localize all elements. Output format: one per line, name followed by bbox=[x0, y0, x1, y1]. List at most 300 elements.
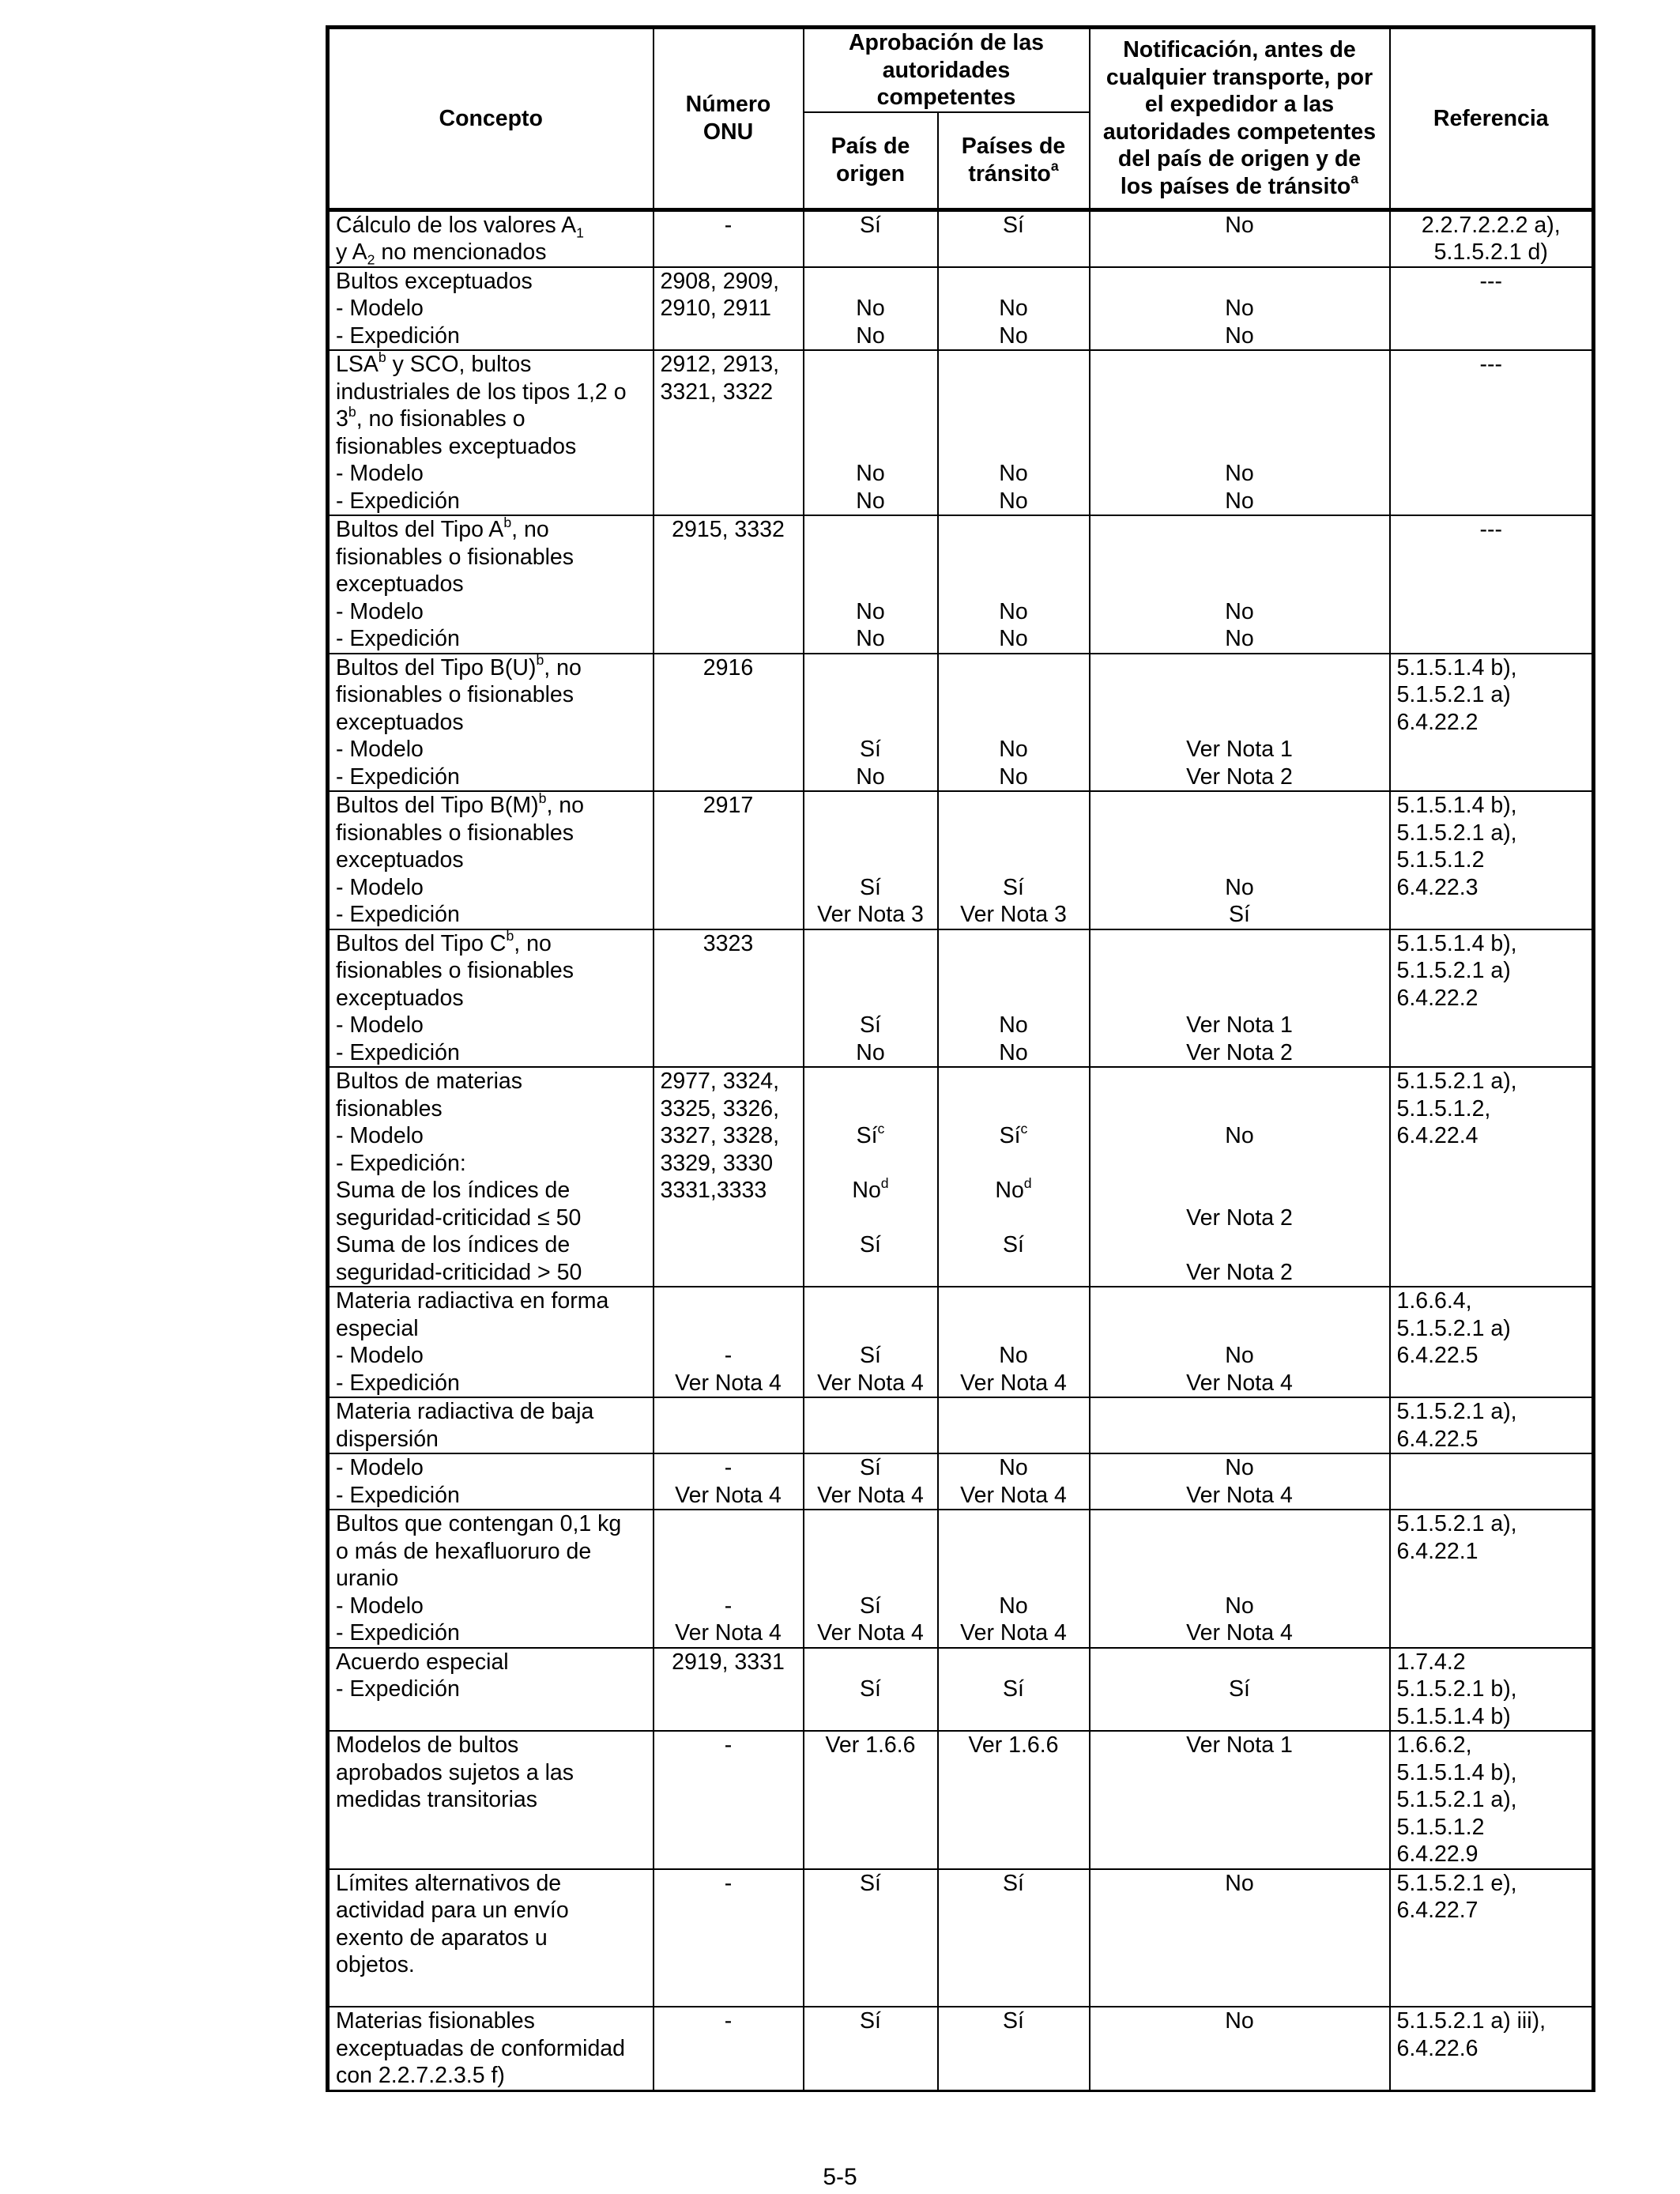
cell-line bbox=[1097, 1095, 1383, 1123]
cell-line: Sí bbox=[860, 1232, 881, 1257]
table-row bbox=[328, 1067, 1594, 1287]
cell-line bbox=[945, 571, 1083, 598]
cell-line bbox=[661, 1398, 797, 1426]
cell-referencia bbox=[1390, 1510, 1594, 1648]
cell-line: - Modelo bbox=[336, 598, 424, 624]
cell-paises-transito bbox=[938, 1869, 1090, 2007]
cell-numero-onu bbox=[654, 1287, 804, 1397]
table-row bbox=[328, 929, 1594, 1068]
cell-line bbox=[945, 985, 1083, 1012]
cell-line bbox=[811, 433, 931, 461]
cell-line bbox=[945, 1204, 1083, 1232]
cell-line bbox=[811, 379, 931, 406]
cell-notificacion bbox=[1090, 2007, 1390, 2090]
cell-line bbox=[811, 820, 931, 847]
cell-notificacion bbox=[1090, 515, 1390, 654]
cell-line bbox=[945, 1259, 1083, 1287]
cell-line: Bultos de materias bbox=[336, 1069, 523, 1094]
cell-line: Materia radiactiva en forma bbox=[336, 1288, 609, 1314]
cell-pais-origen bbox=[804, 1287, 938, 1397]
cell-line: Suma de los índices de bbox=[336, 1178, 571, 1203]
cell-line: Ver Nota 3 bbox=[817, 902, 924, 927]
cell-line bbox=[945, 654, 1083, 682]
cell-line: Ver Nota 4 bbox=[1186, 1620, 1293, 1646]
cell-line: Ver Nota 2 bbox=[1186, 1039, 1293, 1065]
cell-line bbox=[1097, 1510, 1383, 1538]
cell-line: Sí bbox=[860, 1455, 881, 1480]
cell-line: - bbox=[724, 1732, 733, 1758]
cell-line: No bbox=[1225, 1123, 1254, 1148]
cell-numero-onu bbox=[654, 1648, 804, 1732]
cell-notificacion bbox=[1090, 654, 1390, 792]
cell-line: 5.1.5.2.1 a) bbox=[1396, 682, 1511, 707]
cell-notificacion bbox=[1090, 1067, 1390, 1287]
cell-line: - Modelo bbox=[336, 296, 424, 321]
cell-line: 1.7.4.2 bbox=[1396, 1649, 1466, 1675]
cell-line: 5.1.5.2.1 a) bbox=[1396, 1315, 1511, 1341]
cell-line bbox=[661, 1565, 797, 1593]
cell-line: Bultos que contengan 0,1 kg bbox=[336, 1511, 622, 1536]
cell-paises-transito bbox=[938, 1731, 1090, 1869]
cell-line: Sí bbox=[860, 1870, 881, 1896]
cell-referencia bbox=[1390, 1397, 1594, 1453]
cell-concepto bbox=[328, 791, 654, 929]
cell-line bbox=[1097, 1538, 1383, 1566]
cell-line: fisionables o fisionables bbox=[336, 958, 574, 983]
cell-line: Ver Nota 2 bbox=[1186, 1204, 1293, 1231]
cell-concepto bbox=[328, 929, 654, 1068]
cell-line: exceptuados bbox=[336, 847, 464, 873]
cell-numero-onu bbox=[654, 1453, 804, 1510]
cell-paises-transito bbox=[938, 791, 1090, 929]
cell-pais-origen bbox=[804, 267, 938, 351]
cell-line bbox=[1097, 544, 1383, 571]
cell-line bbox=[945, 1315, 1083, 1343]
cell-line bbox=[811, 1649, 931, 1676]
cell-line: Cálculo de los valores $A_1$ bbox=[336, 212, 584, 241]
cell-line: Bultos del Tipo $A^b$, no bbox=[336, 515, 549, 542]
approval-table bbox=[326, 25, 1595, 2092]
cell-line bbox=[811, 1565, 931, 1593]
cell-line: Ver Nota 1 bbox=[1186, 737, 1293, 762]
cell-line: 5.1.5.1.4 b), bbox=[1396, 654, 1517, 680]
cell-line: No bbox=[999, 737, 1028, 762]
cell-line: medidas transitorias bbox=[336, 1787, 538, 1812]
cell-line: Ver Nota 4 bbox=[960, 1620, 1067, 1646]
cell-line: Bultos del Tipo $C^b$, no bbox=[336, 929, 552, 956]
cell-referencia bbox=[1390, 1287, 1594, 1397]
cell-line: 2916 bbox=[703, 654, 754, 680]
cell-line bbox=[1097, 1398, 1383, 1426]
cell-line: 5.1.5.1.4 b), bbox=[1396, 1759, 1517, 1785]
cell-pais-origen bbox=[804, 209, 938, 267]
cell-line: LSA$^b$ y SCO, bultos bbox=[336, 350, 532, 377]
cell-line: - Expedición bbox=[336, 488, 460, 514]
cell-line: No bbox=[1225, 598, 1254, 624]
header-pais-origen: País de origen bbox=[804, 112, 938, 210]
cell-line bbox=[811, 1538, 931, 1566]
cell-line: seguridad-criticidad > 50 bbox=[336, 1259, 582, 1285]
cell-line: No bbox=[856, 322, 885, 349]
cell-line: No bbox=[856, 1039, 885, 1065]
cell-pais-origen bbox=[804, 1067, 938, 1287]
cell-line: - Modelo bbox=[336, 874, 424, 900]
cell-line: - Expedición bbox=[336, 902, 460, 927]
cell-line bbox=[811, 654, 931, 682]
cell-line bbox=[945, 1649, 1083, 1676]
cell-paises-transito bbox=[938, 2007, 1090, 2090]
cell-line bbox=[945, 709, 1083, 737]
cell-notificacion bbox=[1090, 1731, 1390, 1869]
cell-line: - Modelo bbox=[336, 461, 424, 486]
cell-pais-origen bbox=[804, 1453, 938, 1510]
cell-concepto bbox=[328, 1731, 654, 1869]
cell-paises-transito bbox=[938, 209, 1090, 267]
cell-line: 5.1.5.2.1 d) bbox=[1433, 239, 1548, 265]
cell-line: seguridad-criticidad ≤ 50 bbox=[336, 1204, 582, 1231]
cell-line: 5.1.5.1.4 b), bbox=[1396, 793, 1517, 818]
cell-line: 3323 bbox=[703, 930, 754, 956]
cell-line bbox=[945, 1538, 1083, 1566]
cell-line: 3331,3333 bbox=[660, 1178, 767, 1203]
cell-line bbox=[1097, 516, 1383, 544]
cell-paises-transito bbox=[938, 654, 1090, 792]
cell-paises-transito bbox=[938, 350, 1090, 515]
cell-pais-origen bbox=[804, 1510, 938, 1648]
cell-line bbox=[1097, 1315, 1383, 1343]
cell-line bbox=[945, 792, 1083, 820]
cell-line bbox=[945, 1287, 1083, 1315]
cell-numero-onu bbox=[654, 2007, 804, 2090]
cell-line: No bbox=[1225, 626, 1254, 651]
cell-line: 6.4.22.5 bbox=[1396, 1426, 1478, 1452]
cell-line bbox=[1097, 1068, 1383, 1095]
cell-line: No bbox=[1225, 1343, 1254, 1368]
cell-line: objetos. bbox=[336, 1952, 415, 1977]
cell-line: Ver Nota 1 bbox=[1186, 1012, 1293, 1038]
cell-paises-transito bbox=[938, 515, 1090, 654]
cell-line: - Modelo bbox=[336, 737, 424, 762]
cell-line bbox=[811, 1510, 931, 1538]
cell-line bbox=[1097, 930, 1383, 958]
cell-line: No bbox=[1225, 488, 1254, 514]
cell-line: No bbox=[856, 296, 885, 321]
cell-line: 6.4.22.5 bbox=[1396, 1343, 1478, 1368]
table-body bbox=[328, 209, 1594, 2090]
cell-line: No bbox=[1225, 212, 1254, 238]
cell-line: Modelos de bultos bbox=[336, 1732, 519, 1758]
cell-numero-onu bbox=[654, 350, 804, 515]
cell-notificacion bbox=[1090, 1869, 1390, 2007]
cell-line: - Expedición: bbox=[336, 1150, 466, 1176]
cell-line: 5.1.5.2.1 a), bbox=[1396, 820, 1517, 846]
cell-line bbox=[1097, 1177, 1383, 1204]
cell-line: 6.4.22.9 bbox=[1396, 1842, 1478, 1867]
cell-line: No bbox=[1225, 1455, 1254, 1480]
cell-line: 2919, 3331 bbox=[672, 1649, 785, 1675]
cell-line: 5.1.5.2.1 b), bbox=[1396, 1676, 1517, 1702]
cell-line: No$^d$ bbox=[852, 1174, 889, 1203]
cell-line bbox=[811, 985, 931, 1012]
cell-line bbox=[945, 930, 1083, 958]
cell-line: con 2.2.7.2.3.5 f) bbox=[336, 2063, 505, 2088]
cell-numero-onu bbox=[654, 929, 804, 1068]
cell-line bbox=[945, 1398, 1083, 1426]
cell-line: Ver Nota 4 bbox=[960, 1482, 1067, 1508]
cell-referencia bbox=[1390, 1648, 1594, 1732]
cell-pais-origen bbox=[804, 1397, 938, 1453]
cell-line: 2917 bbox=[703, 793, 754, 818]
cell-line bbox=[1097, 1565, 1383, 1593]
cell-line bbox=[945, 681, 1083, 709]
cell-line bbox=[811, 957, 931, 985]
cell-line: Sí bbox=[860, 1593, 881, 1619]
cell-line: 1.6.6.4, bbox=[1396, 1288, 1472, 1314]
cell-line: 2915, 3332 bbox=[672, 517, 785, 542]
cell-line: No bbox=[999, 488, 1028, 514]
cell-line: Bultos del Tipo $B(U)^b$, no bbox=[336, 653, 582, 680]
cell-line: No bbox=[999, 322, 1028, 349]
cell-concepto bbox=[328, 350, 654, 515]
cell-numero-onu bbox=[654, 654, 804, 792]
cell-line bbox=[811, 571, 931, 598]
cell-numero-onu bbox=[654, 209, 804, 267]
cell-line bbox=[1097, 433, 1383, 461]
cell-line: - Modelo bbox=[336, 1455, 424, 1480]
cell-line: No bbox=[856, 626, 885, 651]
cell-line: Materia radiactiva de baja bbox=[336, 1399, 594, 1424]
cell-line: - Expedición bbox=[336, 626, 460, 651]
cell-line bbox=[945, 1150, 1083, 1178]
cell-line bbox=[1097, 571, 1383, 598]
cell-line: Ver Nota 4 bbox=[817, 1620, 924, 1646]
cell-line bbox=[811, 544, 931, 571]
cell-line: Ver Nota 4 bbox=[817, 1370, 924, 1396]
cell-line bbox=[945, 846, 1083, 874]
cell-notificacion bbox=[1090, 209, 1390, 267]
table-row bbox=[328, 654, 1594, 792]
cell-concepto bbox=[328, 654, 654, 792]
cell-line bbox=[1097, 792, 1383, 820]
cell-line: $Sí^c$ bbox=[999, 1120, 1028, 1148]
cell-line: 5.1.5.2.1 a), bbox=[1396, 1511, 1517, 1536]
cell-line: fisionables exceptuados bbox=[336, 433, 577, 459]
cell-line: 6.4.22.6 bbox=[1396, 2035, 1478, 2061]
cell-line bbox=[1097, 985, 1383, 1012]
cell-line: 3325, 3326, bbox=[660, 1095, 780, 1122]
cell-referencia bbox=[1390, 267, 1594, 351]
cell-line: $Sí^c$ bbox=[856, 1120, 885, 1148]
cell-line: Bultos del Tipo $B(M)^b$, no bbox=[336, 791, 584, 818]
cell-line bbox=[1097, 1649, 1383, 1676]
cell-line: exceptuados bbox=[336, 709, 464, 735]
cell-line bbox=[811, 268, 931, 296]
cell-line: No bbox=[999, 461, 1028, 486]
cell-line: - bbox=[724, 1455, 733, 1480]
cell-line: - bbox=[724, 2008, 733, 2034]
cell-line bbox=[661, 1287, 797, 1315]
cell-line: 3327, 3328, bbox=[660, 1123, 780, 1148]
cell-line: 1.6.6.2, bbox=[1396, 1732, 1472, 1758]
cell-line: uranio bbox=[336, 1566, 399, 1591]
cell-line bbox=[1097, 1287, 1383, 1315]
cell-line: y $A_2$ no mencionados bbox=[336, 239, 547, 267]
cell-line: No bbox=[1225, 874, 1254, 900]
cell-line: - bbox=[724, 212, 733, 238]
cell-line bbox=[945, 433, 1083, 461]
cell-line: 3329, 3330 bbox=[660, 1150, 774, 1176]
table-row bbox=[328, 209, 1594, 267]
cell-pais-origen bbox=[804, 1869, 938, 2007]
cell-line: - Expedición bbox=[336, 1370, 460, 1396]
cell-line: actividad para un envío bbox=[336, 1898, 569, 1923]
cell-numero-onu bbox=[654, 515, 804, 654]
cell-concepto bbox=[328, 1869, 654, 2007]
cell-line: No bbox=[856, 598, 885, 624]
cell-line: --- bbox=[1479, 517, 1502, 542]
cell-pais-origen bbox=[804, 791, 938, 929]
cell-line bbox=[945, 957, 1083, 985]
cell-line: Acuerdo especial bbox=[336, 1649, 509, 1675]
cell-line bbox=[811, 681, 931, 709]
header-notificacion: Notificación, antes de cualquier transporte, por el expedidor a las autoridades competentes del país de origen y de los países de tránsito$^a$ bbox=[1090, 28, 1390, 210]
cell-concepto bbox=[328, 1067, 654, 1287]
cell-referencia bbox=[1390, 1067, 1594, 1287]
cell-line: 5.1.5.2.1 a), bbox=[1396, 1399, 1517, 1424]
cell-line: Ver Nota 4 bbox=[675, 1620, 782, 1646]
cell-line: - bbox=[724, 1870, 733, 1896]
table-row bbox=[328, 1510, 1594, 1648]
cell-line: 5.1.5.2.1 a), bbox=[1396, 1787, 1517, 1812]
cell-line: No bbox=[999, 763, 1028, 790]
cell-line: No bbox=[999, 1455, 1028, 1480]
cell-notificacion bbox=[1090, 1287, 1390, 1397]
cell-line bbox=[811, 1068, 931, 1095]
cell-line bbox=[1097, 379, 1383, 406]
cell-line: No bbox=[1225, 322, 1254, 349]
cell-numero-onu bbox=[654, 267, 804, 351]
cell-pais-origen bbox=[804, 929, 938, 1068]
cell-line: 5.1.5.1.2 bbox=[1396, 847, 1485, 873]
cell-line: --- bbox=[1479, 352, 1502, 377]
cell-line: 5.1.5.1.2 bbox=[1396, 1814, 1485, 1840]
cell-line: Ver Nota 4 bbox=[817, 1482, 924, 1508]
cell-line: 6.4.22.1 bbox=[1396, 1538, 1478, 1564]
cell-line bbox=[811, 1204, 931, 1232]
cell-line: - Modelo bbox=[336, 1343, 424, 1368]
cell-line: Sí bbox=[860, 874, 881, 900]
cell-line bbox=[945, 544, 1083, 571]
cell-line: Sí bbox=[860, 2008, 881, 2034]
table-row bbox=[328, 1287, 1594, 1397]
cell-line bbox=[1097, 268, 1383, 296]
cell-line: Sí bbox=[860, 212, 881, 238]
cell-line: Suma de los índices de bbox=[336, 1232, 571, 1257]
cell-line bbox=[1097, 654, 1383, 682]
cell-paises-transito bbox=[938, 1067, 1090, 1287]
cell-line: 2977, 3324, bbox=[660, 1069, 780, 1094]
cell-referencia bbox=[1390, 350, 1594, 515]
table-row bbox=[328, 1453, 1594, 1510]
cell-line: fisionables o fisionables bbox=[336, 820, 574, 846]
cell-line bbox=[945, 820, 1083, 847]
cell-line: - Expedición bbox=[336, 763, 460, 790]
cell-line: 3321, 3322 bbox=[660, 379, 774, 405]
cell-pais-origen bbox=[804, 1731, 938, 1869]
cell-paises-transito bbox=[938, 267, 1090, 351]
cell-line: No bbox=[1225, 2008, 1254, 2034]
cell-line bbox=[811, 709, 931, 737]
cell-line: No bbox=[1225, 1870, 1254, 1896]
cell-line: fisionables bbox=[336, 1095, 443, 1122]
cell-referencia bbox=[1390, 209, 1594, 267]
cell-notificacion bbox=[1090, 929, 1390, 1068]
cell-line bbox=[1097, 1150, 1383, 1178]
cell-line: 6.4.22.3 bbox=[1396, 874, 1478, 900]
table-row bbox=[328, 515, 1594, 654]
cell-line bbox=[1097, 957, 1383, 985]
cell-line bbox=[945, 1510, 1083, 1538]
cell-line: dispersión bbox=[336, 1426, 439, 1452]
cell-line: 6.4.22.2 bbox=[1396, 709, 1478, 735]
cell-notificacion bbox=[1090, 1397, 1390, 1453]
cell-numero-onu bbox=[654, 1731, 804, 1869]
cell-line bbox=[811, 1398, 931, 1426]
cell-numero-onu bbox=[654, 1067, 804, 1287]
cell-referencia bbox=[1390, 515, 1594, 654]
cell-concepto bbox=[328, 1510, 654, 1648]
spacer bbox=[336, 1979, 646, 2007]
cell-line bbox=[945, 1565, 1083, 1593]
cell-line: 5.1.5.2.1 a) iii), bbox=[1396, 2008, 1546, 2034]
cell-line: - Expedición bbox=[336, 1039, 460, 1065]
cell-line bbox=[811, 1287, 931, 1315]
cell-line: Sí bbox=[860, 1343, 881, 1368]
cell-line: Ver 1.6.6 bbox=[968, 1732, 1059, 1758]
cell-line: No$^d$ bbox=[995, 1174, 1032, 1203]
cell-referencia bbox=[1390, 654, 1594, 792]
cell-line bbox=[945, 379, 1083, 406]
cell-line bbox=[1097, 820, 1383, 847]
cell-line: - Expedición bbox=[336, 1482, 460, 1508]
cell-line: No bbox=[999, 1012, 1028, 1038]
cell-line: Ver Nota 1 bbox=[1186, 1732, 1293, 1758]
cell-paises-transito bbox=[938, 1648, 1090, 1732]
cell-line bbox=[1397, 1454, 1586, 1482]
cell-line bbox=[1097, 846, 1383, 874]
cell-line bbox=[811, 351, 931, 379]
table-row bbox=[328, 350, 1594, 515]
cell-line bbox=[945, 351, 1083, 379]
cell-notificacion bbox=[1090, 1648, 1390, 1732]
cell-line bbox=[1097, 405, 1383, 433]
cell-line: 5.1.5.2.1 a) bbox=[1396, 958, 1511, 983]
table-row bbox=[328, 267, 1594, 351]
cell-notificacion bbox=[1090, 350, 1390, 515]
cell-line: fisionables o fisionables bbox=[336, 544, 574, 570]
cell-line: 2.2.7.2.2.2 a), bbox=[1421, 212, 1561, 238]
cell-line: No bbox=[999, 1039, 1028, 1065]
page-number: 5-5 bbox=[823, 2164, 857, 2190]
cell-line: Sí bbox=[1003, 1232, 1024, 1257]
cell-line: Ver Nota 2 bbox=[1186, 763, 1293, 790]
cell-line: - Expedición bbox=[336, 1620, 460, 1646]
header-paises-transito: Países de tránsito$^a$ bbox=[938, 112, 1090, 210]
cell-line: - Expedición bbox=[336, 322, 460, 349]
cell-numero-onu bbox=[654, 1397, 804, 1453]
cell-line: No bbox=[999, 598, 1028, 624]
cell-line: Sí bbox=[1003, 2008, 1024, 2034]
